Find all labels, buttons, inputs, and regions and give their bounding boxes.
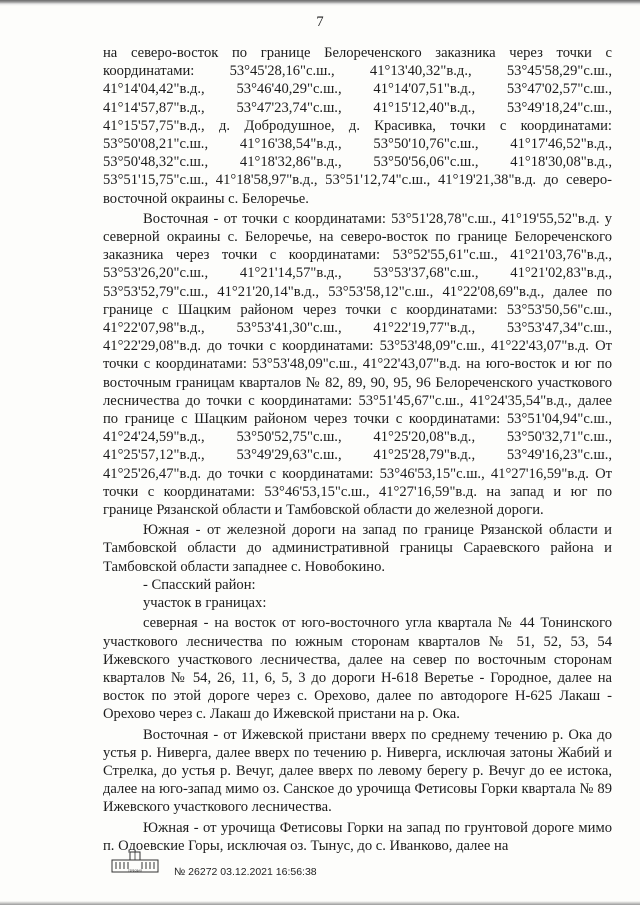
document-body [103, 44, 612, 855]
footer-stamp-text: ГЕРБОВАЯ [128, 869, 142, 873]
paragraph-plot-intro: участок в границах: [143, 595, 267, 612]
footer-document-id: № 26272 03.12.2021 16:56:38 [174, 866, 317, 878]
scan-bottom-edge [0, 901, 640, 905]
paragraph-spassky-north: северная - на восток от юго-восточного угла квартала № 44 Тонинского участкового лесничества по южным сторонам кварталов № 51, 52, 53, 54 Ижевского участкового лесничества, далее на север по восточным сторонам кварталов № 54, 26, 11, 6, 5, 3 до дороги Н-618 Веретье - Городное, далее на восток по этой дороге через с. Орехово, далее по автодороге Н-625 Лакаш - Орехово через с. Лакаш до Ижевской пристани на р. Ока. [103, 615, 612, 723]
paragraph-spassky-east: Восточная - от Ижевской пристани вверх по среднему течению р. Ока до устья р. Ниверга, далее вверх по течению р. Ниверга, исключая затоны Жабий и Стрелка, до устья р. Вечуг, далее вверх по левому берегу р. Вечуг до ее истока, далее на юго-запад мимо оз. Санское до урочища Фетисовы Горки квартала № 89 Ижевского участкового лесничества. [103, 726, 612, 816]
paragraph-spassky-south: Южная - от урочища Фетисовы Горки на запад по грунтовой дороге мимо п. Одоевские Горы, исключая оз. Тынус, до с. Иванково, далее на [103, 819, 612, 854]
page-number: 7 [316, 14, 324, 30]
paragraph-north-border: на северо-восток по границе Белореченского заказника через точки с координатами: 53°45'28,16"с.ш., 41°13'40,32"в.д., 53°45'58,29"с.ш., 41°14'04,42"в.д., 53°46'40,29"с.ш., 41°14'07,51"в.д., 53°47'02,57"с.ш., 41°14'57,87"в.д., 53°47'23,74"с.ш., 41°15'12,40"в.д., 53°49'18,24"с.ш., 41°15'57,75"в.д., д. Добродушное, д. Красивка, точки с координатами: 53°50'08,21"с.ш., 41°16'38,54"в.д., 53°50'10,76"с.ш., 41°17'46,52"в.д., 53°50'48,32"с.ш., 41°18'32,86"в.д., 53°50'56,06"с.ш., 41°18'30,08"в.д., 53°51'15,75"с.ш., 41°18'58,97"в.д., 53°51'12,74"с.ш., 41°19'21,38"в.д. до северо-восточной окраины с. Белоречье. [103, 45, 612, 207]
footer-stamp-logo [111, 851, 159, 873]
scan-top-edge [0, 0, 640, 6]
paragraph-district-heading: - Спасский район: [143, 576, 256, 593]
paragraph-south-border: Южная - от железной дороги на запад по границе Рязанской области и Тамбовской области до административной границы Сараевского района и Тамбовской области западнее с. Новобокино. [103, 522, 612, 575]
paragraph-east-border: Восточная - от точки с координатами: 53°51'28,78"с.ш., 41°19'55,52"в.д. у северной окраины с. Белоречье, на северо-восток по границе Белореченского заказника через точки с координатами: 53°52'55,61"с.ш., 41°21'03,76"в.д., 53°53'26,20"с.ш., 41°21'14,57"в.д., 53°53'37,68"с.ш., 41°21'02,83"в.д., 53°53'52,79"с.ш., 41°21'20,14"в.д., 53°53'58,12"с.ш., 41°22'08,69"в.д., далее по границе с Шацким районом через точки с координатами: 53°53'50,56"с.ш., 41°22'07,98"в.д., 53°53'41,30"с.ш., 41°22'19,77"в.д., 53°53'47,34"с.ш., 41°22'29,08"в.д. до точки с координатами: 53°53'48,09"с.ш., 41°22'43,07"в.д. От точки с координатами: 53°53'48,09"с.ш., 41°22'43,07"в.д. на юго-восток и юг по восточным границам кварталов № 82, 89, 90, 95, 96 Белореченского участкового лесничества до точки с координатами: 53°51'45,67"с.ш., 41°24'35,54"в.д., далее по границе с Шацким районом через точки с координатами: 53°51'04,94"с.ш., 41°24'24,59"в.д., 53°50'52,75"с.ш., 41°25'20,08"в.д., 53°50'32,71"с.ш., 41°25'57,12"в.д., 53°49'29,63"с.ш., 41°25'28,79"в.д., 53°49'16,23"с.ш., 41°25'26,47"в.д. до точки с координатами: 53°46'53,15"с.ш., 41°27'16,59"в.д. От точки с координатами: 53°46'53,15"с.ш., 41°27'16,59"в.д. на запад и юг по границе Рязанской области и Тамбовской области до железной дороги. [103, 210, 612, 519]
